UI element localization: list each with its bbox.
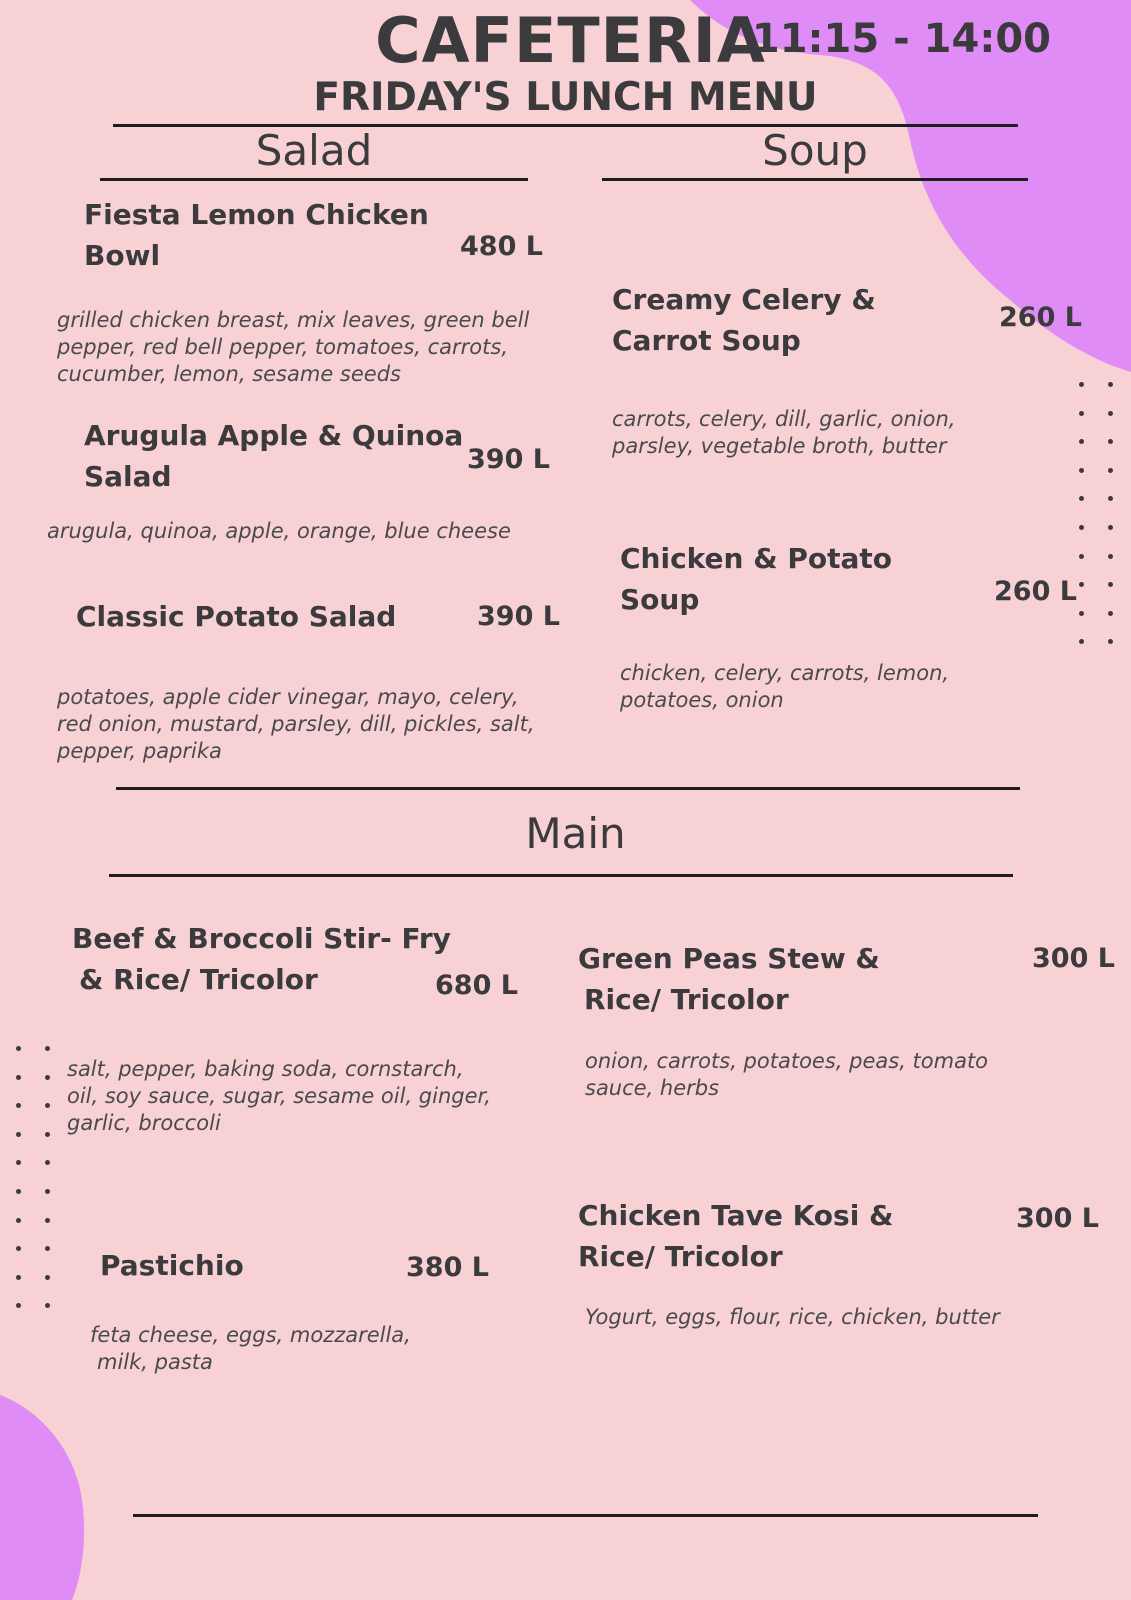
decorative-dot	[1108, 439, 1113, 444]
decorative-dot	[1079, 468, 1084, 473]
decorative-dot	[45, 1132, 50, 1137]
menu-item-price: 260 L	[999, 302, 1082, 333]
decorative-dot	[45, 1303, 50, 1308]
main-bottom-divider	[109, 874, 1013, 877]
decorative-dot	[1079, 554, 1084, 559]
decorative-dot	[45, 1218, 50, 1223]
decorative-dot	[16, 1075, 21, 1080]
main-top-divider	[116, 787, 1020, 790]
menu-item-name: Beef & Broccoli Stir- Fry & Rice/ Tricolor	[72, 922, 451, 996]
decorative-dot	[1108, 554, 1113, 559]
decorative-dot	[1108, 496, 1113, 501]
menu-item-description: Yogurt, eggs, flour, rice, chicken, butter	[585, 1305, 1000, 1329]
decorative-dot	[1079, 382, 1084, 387]
header-divider	[113, 124, 1018, 127]
menu-item-price: 260 L	[994, 576, 1077, 607]
menu-item-name: Green Peas Stew & Rice/ Tricolor	[578, 942, 880, 1016]
menu-item-name: Pastichio	[100, 1249, 244, 1282]
menu-item-price: 380 L	[406, 1252, 489, 1283]
decorative-dot	[16, 1275, 21, 1280]
menu-item-description: arugula, quinoa, apple, orange, blue cheese	[47, 519, 511, 543]
decorative-dot	[16, 1246, 21, 1251]
decorative-dot	[1108, 525, 1113, 530]
menu-item-description: carrots, celery, dill, garlic, onion, parsley, vegetable broth, butter	[612, 407, 956, 458]
menu-item-description: grilled chicken breast, mix leaves, green bell pepper, red bell pepper, tomatoes, carrots, cucumber, lemon, sesame seeds	[57, 308, 530, 386]
decorative-dot	[16, 1103, 21, 1108]
decorative-dot	[45, 1160, 50, 1165]
decorative-dot	[45, 1275, 50, 1280]
menu-item-description: potatoes, apple cider vinegar, mayo, celery, red onion, mustard, parsley, dill, pickles, salt, pepper, paprika	[57, 685, 535, 763]
soup-divider	[602, 178, 1028, 181]
decorative-dot	[45, 1189, 50, 1194]
menu-item-price: 680 L	[435, 970, 518, 1001]
dot-pattern-left	[16, 1046, 56, 1316]
menu-item-name: Chicken & Potato Soup	[620, 542, 893, 616]
decorative-dot	[1079, 439, 1084, 444]
menu-item-price: 300 L	[1032, 943, 1115, 974]
decorative-dot	[1079, 582, 1084, 587]
section-title-soup: Soup	[762, 126, 868, 175]
decorative-dot	[1079, 411, 1084, 416]
menu-item-price: 390 L	[467, 444, 550, 475]
menu-item-description: feta cheese, eggs, mozzarella, milk, pasta	[90, 1323, 411, 1374]
decorative-dot	[16, 1218, 21, 1223]
menu-item-price: 390 L	[477, 601, 560, 632]
decorative-dot	[1108, 639, 1113, 644]
decorative-dot	[1079, 639, 1084, 644]
decorative-dot	[45, 1103, 50, 1108]
menu-item-price: 300 L	[1016, 1203, 1099, 1234]
decorative-dot	[1079, 496, 1084, 501]
decorative-dot	[16, 1189, 21, 1194]
decorative-dot	[1108, 411, 1113, 416]
decorative-dot	[45, 1075, 50, 1080]
decorative-dot	[1108, 468, 1113, 473]
menu-item-name: Fiesta Lemon Chicken Bowl	[84, 198, 429, 272]
menu-item-description: chicken, celery, carrots, lemon, potatoes, onion	[620, 661, 950, 712]
decorative-dot	[16, 1160, 21, 1165]
section-title-salad: Salad	[255, 126, 373, 175]
decorative-dot	[45, 1046, 50, 1051]
decorative-dot	[16, 1132, 21, 1137]
menu-item-name: Chicken Tave Kosi & Rice/ Tricolor	[578, 1199, 894, 1273]
serving-hours: 11:15 - 14:00	[751, 16, 1051, 62]
decorative-dot	[1108, 582, 1113, 587]
decorative-dot	[1079, 525, 1084, 530]
menu-item-name: Arugula Apple & Quinoa Salad	[84, 419, 464, 493]
decorative-dot	[1108, 382, 1113, 387]
cafeteria-title: CAFETERIA	[375, 4, 766, 77]
menu-item-name: Creamy Celery & Carrot Soup	[612, 283, 876, 357]
menu-item-price: 480 L	[460, 231, 543, 262]
dot-pattern-right	[1079, 382, 1119, 652]
menu-item-name: Classic Potato Salad	[76, 600, 397, 633]
decorative-dot	[1079, 611, 1084, 616]
menu-subtitle: FRIDAY'S LUNCH MENU	[313, 75, 818, 120]
section-title-main: Main	[525, 809, 626, 858]
decorative-dot	[45, 1246, 50, 1251]
menu-item-description: onion, carrots, potatoes, peas, tomato sauce, herbs	[585, 1049, 989, 1100]
decorative-dot	[1108, 611, 1113, 616]
menu-item-description: salt, pepper, baking soda, cornstarch, oil, soy sauce, sugar, sesame oil, ginger, garlic, broccoli	[67, 1057, 491, 1135]
decorative-dot	[16, 1303, 21, 1308]
salad-divider	[100, 178, 528, 181]
decorative-dot	[16, 1046, 21, 1051]
footer-divider	[133, 1514, 1038, 1517]
